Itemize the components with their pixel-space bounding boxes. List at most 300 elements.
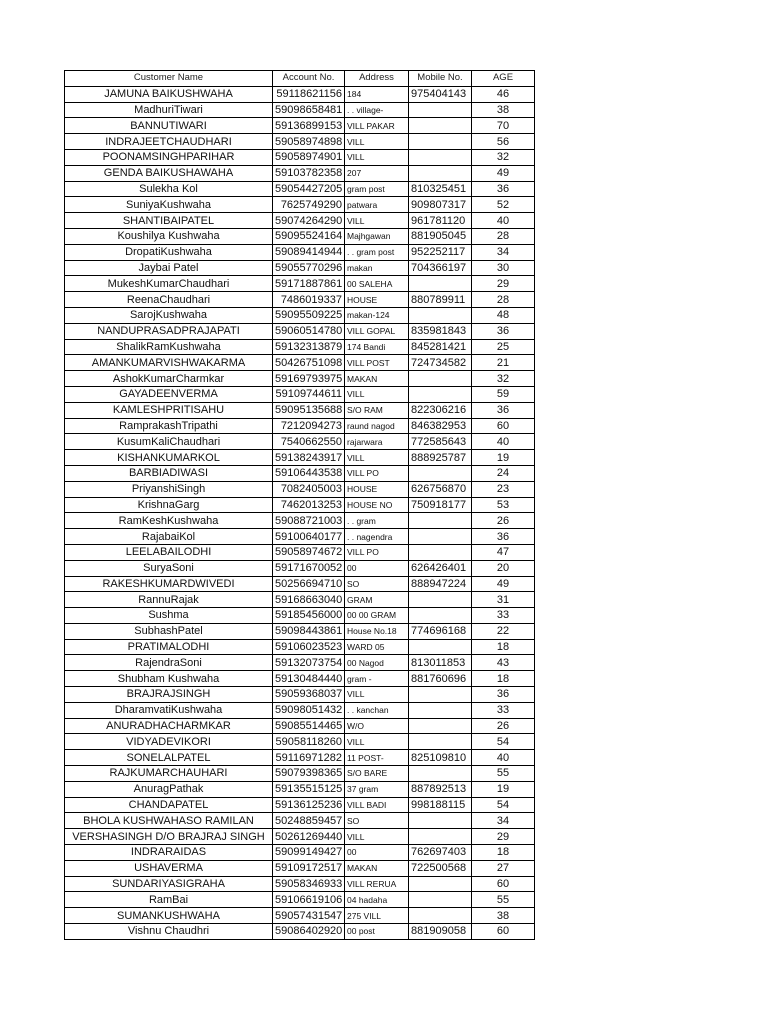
header-mobile-no: Mobile No. [409, 71, 472, 87]
account-no-cell: 59171887861 [273, 276, 345, 292]
account-no-cell: 59106443538 [273, 465, 345, 481]
customer-name-cell: GAYADEENVERMA [65, 386, 273, 402]
address-cell: 207 [345, 165, 409, 181]
header-account-no: Account No. [273, 71, 345, 87]
customer-name-cell: SubhashPatel [65, 623, 273, 639]
mobile-no-cell [409, 513, 472, 529]
address-cell: MAKAN [345, 860, 409, 876]
mobile-no-cell [409, 276, 472, 292]
age-cell: 28 [472, 228, 535, 244]
age-cell: 34 [472, 244, 535, 260]
age-cell: 52 [472, 197, 535, 213]
table-row [65, 292, 535, 308]
mobile-no-cell: 762697403 [409, 845, 472, 861]
account-no-cell: 7212094273 [273, 418, 345, 434]
table-row [65, 671, 535, 687]
customer-name-cell: DropatiKushwaha [65, 244, 273, 260]
mobile-no-cell [409, 118, 472, 134]
customer-name-cell: AMANKUMARVISHWAKARMA [65, 355, 273, 371]
customer-name-cell: CHANDAPATEL [65, 797, 273, 813]
table-row [65, 892, 535, 908]
account-no-cell: 59058974901 [273, 149, 345, 165]
age-cell: 55 [472, 892, 535, 908]
age-cell: 48 [472, 307, 535, 323]
age-cell: 38 [472, 102, 535, 118]
customer-name-cell: ReenaChaudhari [65, 292, 273, 308]
customer-name-cell: KISHANKUMARKOL [65, 450, 273, 466]
customer-table [64, 70, 535, 940]
account-no-cell: 59074264290 [273, 213, 345, 229]
table-row [65, 181, 535, 197]
address-cell: 00 post [345, 924, 409, 940]
customer-name-cell: SuniyaKushwaha [65, 197, 273, 213]
mobile-no-cell: 845281421 [409, 339, 472, 355]
table-row [65, 434, 535, 450]
age-cell: 32 [472, 149, 535, 165]
mobile-no-cell: 825109810 [409, 750, 472, 766]
account-no-cell: 59171670052 [273, 560, 345, 576]
customer-name-cell: KAMLESHPRITISAHU [65, 402, 273, 418]
account-no-cell: 50261269440 [273, 829, 345, 845]
customer-name-cell: BARBIADIWASI [65, 465, 273, 481]
mobile-no-cell: 961781120 [409, 213, 472, 229]
address-cell: gram - [345, 671, 409, 687]
table-row [65, 702, 535, 718]
address-cell: 04 hadaha [345, 892, 409, 908]
address-cell: raund nagod [345, 418, 409, 434]
mobile-no-cell: 626426401 [409, 560, 472, 576]
table-row [65, 718, 535, 734]
mobile-no-cell [409, 529, 472, 545]
customer-name-cell: BRAJRAJSINGH [65, 687, 273, 703]
table-row [65, 86, 535, 102]
account-no-cell: 59055770296 [273, 260, 345, 276]
age-cell: 30 [472, 260, 535, 276]
mobile-no-cell: 750918177 [409, 497, 472, 513]
table-row [65, 418, 535, 434]
address-cell: VILL [345, 386, 409, 402]
customer-name-cell: MadhuriTiwari [65, 102, 273, 118]
mobile-no-cell: 722500568 [409, 860, 472, 876]
customer-name-cell: RamprakashTripathi [65, 418, 273, 434]
age-cell: 56 [472, 134, 535, 150]
account-no-cell: 59130484440 [273, 671, 345, 687]
account-no-cell: 59185456000 [273, 608, 345, 624]
address-cell: SO [345, 576, 409, 592]
account-no-cell: 59095509225 [273, 307, 345, 323]
address-cell: gram post [345, 181, 409, 197]
address-cell: . . nagendra [345, 529, 409, 545]
account-no-cell: 59100640177 [273, 529, 345, 545]
table-row [65, 276, 535, 292]
address-cell: WARD 05 [345, 639, 409, 655]
age-cell: 40 [472, 434, 535, 450]
mobile-no-cell [409, 876, 472, 892]
customer-name-cell: PRATIMALODHI [65, 639, 273, 655]
customer-name-cell: RAJKUMARCHAUHARI [65, 766, 273, 782]
address-cell: VILL [345, 734, 409, 750]
address-cell: . . kanchan [345, 702, 409, 718]
age-cell: 47 [472, 544, 535, 560]
customer-name-cell: RamBai [65, 892, 273, 908]
customer-name-cell: SHANTIBAIPATEL [65, 213, 273, 229]
address-cell: 11 POST- [345, 750, 409, 766]
account-no-cell: 7082405003 [273, 481, 345, 497]
table-row [65, 102, 535, 118]
mobile-no-cell [409, 734, 472, 750]
customer-name-cell: Jaybai Patel [65, 260, 273, 276]
mobile-no-cell: 772585643 [409, 434, 472, 450]
age-cell: 38 [472, 908, 535, 924]
mobile-no-cell: 881905045 [409, 228, 472, 244]
mobile-no-cell [409, 892, 472, 908]
address-cell: MAKAN [345, 371, 409, 387]
table-row [65, 623, 535, 639]
table-row [65, 576, 535, 592]
age-cell: 29 [472, 829, 535, 845]
account-no-cell: 59169793975 [273, 371, 345, 387]
account-no-cell: 59103782358 [273, 165, 345, 181]
table-row [65, 355, 535, 371]
account-no-cell: 59109744611 [273, 386, 345, 402]
account-no-cell: 59058974672 [273, 544, 345, 560]
account-no-cell: 59168663040 [273, 592, 345, 608]
age-cell: 21 [472, 355, 535, 371]
table-row [65, 734, 535, 750]
address-cell: HOUSE [345, 292, 409, 308]
age-cell: 19 [472, 450, 535, 466]
account-no-cell: 59058974898 [273, 134, 345, 150]
customer-name-cell: ANURADHACHARMKAR [65, 718, 273, 734]
address-cell: 37 gram [345, 781, 409, 797]
age-cell: 53 [472, 497, 535, 513]
table-row [65, 481, 535, 497]
mobile-no-cell: 909807317 [409, 197, 472, 213]
table-row [65, 465, 535, 481]
age-cell: 49 [472, 165, 535, 181]
account-no-cell: 50426751098 [273, 355, 345, 371]
table-row [65, 134, 535, 150]
table-row [65, 797, 535, 813]
account-no-cell: 59089414944 [273, 244, 345, 260]
table-row [65, 450, 535, 466]
mobile-no-cell: 724734582 [409, 355, 472, 371]
customer-name-cell: BHOLA KUSHWAHASO RAMILAN [65, 813, 273, 829]
age-cell: 59 [472, 386, 535, 402]
account-no-cell: 59085514465 [273, 718, 345, 734]
account-no-cell: 59079398365 [273, 766, 345, 782]
table-row [65, 386, 535, 402]
table-row [65, 639, 535, 655]
mobile-no-cell: 835981843 [409, 323, 472, 339]
mobile-no-cell: 998188115 [409, 797, 472, 813]
age-cell: 20 [472, 560, 535, 576]
age-cell: 24 [472, 465, 535, 481]
customer-name-cell: BANNUTIWARI [65, 118, 273, 134]
address-cell: S/O BARE [345, 766, 409, 782]
account-no-cell: 59098051432 [273, 702, 345, 718]
mobile-no-cell: 810325451 [409, 181, 472, 197]
customer-name-cell: DharamvatiKushwaha [65, 702, 273, 718]
customer-name-cell: AshokKumarCharmkar [65, 371, 273, 387]
address-cell: VILL [345, 134, 409, 150]
customer-name-cell: USHAVERMA [65, 860, 273, 876]
address-cell: 00 [345, 845, 409, 861]
table-row [65, 560, 535, 576]
customer-sheet [64, 70, 534, 940]
customer-name-cell: KrishnaGarg [65, 497, 273, 513]
table-row [65, 860, 535, 876]
address-cell: HOUSE [345, 481, 409, 497]
address-cell: W/O [345, 718, 409, 734]
age-cell: 26 [472, 513, 535, 529]
account-no-cell: 7540662550 [273, 434, 345, 450]
address-cell: 00 [345, 560, 409, 576]
mobile-no-cell: 704366197 [409, 260, 472, 276]
mobile-no-cell [409, 702, 472, 718]
address-cell: 174 Bandi [345, 339, 409, 355]
mobile-no-cell: 881909058 [409, 924, 472, 940]
account-no-cell: 59098658481 [273, 102, 345, 118]
mobile-no-cell: 888947224 [409, 576, 472, 592]
table-row [65, 592, 535, 608]
age-cell: 36 [472, 181, 535, 197]
mobile-no-cell [409, 813, 472, 829]
age-cell: 55 [472, 766, 535, 782]
account-no-cell: 7486019337 [273, 292, 345, 308]
customer-name-cell: PriyanshiSingh [65, 481, 273, 497]
account-no-cell: 59057431547 [273, 908, 345, 924]
table-row [65, 228, 535, 244]
account-no-cell: 50248859457 [273, 813, 345, 829]
account-no-cell: 59135515125 [273, 781, 345, 797]
account-no-cell: 59054427205 [273, 181, 345, 197]
address-cell: patwara [345, 197, 409, 213]
mobile-no-cell [409, 766, 472, 782]
age-cell: 31 [472, 592, 535, 608]
age-cell: 43 [472, 655, 535, 671]
table-row [65, 781, 535, 797]
age-cell: 23 [472, 481, 535, 497]
mobile-no-cell: 880789911 [409, 292, 472, 308]
address-cell: VILL RERUA [345, 876, 409, 892]
address-cell: VILL [345, 687, 409, 703]
table-row [65, 513, 535, 529]
customer-name-cell: RajabaiKol [65, 529, 273, 545]
customer-name-cell: GENDA BAIKUSHAWAHA [65, 165, 273, 181]
header-row [65, 71, 535, 87]
mobile-no-cell [409, 908, 472, 924]
customer-name-cell: Sushma [65, 608, 273, 624]
account-no-cell: 59132313879 [273, 339, 345, 355]
table-row [65, 924, 535, 940]
table-row [65, 908, 535, 924]
table-row [65, 876, 535, 892]
age-cell: 27 [472, 860, 535, 876]
mobile-no-cell [409, 639, 472, 655]
mobile-no-cell [409, 149, 472, 165]
age-cell: 18 [472, 845, 535, 861]
mobile-no-cell: 888925787 [409, 450, 472, 466]
age-cell: 29 [472, 276, 535, 292]
age-cell: 28 [472, 292, 535, 308]
mobile-no-cell [409, 718, 472, 734]
mobile-no-cell [409, 544, 472, 560]
table-row [65, 165, 535, 181]
address-cell: VILL [345, 829, 409, 845]
customer-name-cell: SarojKushwaha [65, 307, 273, 323]
mobile-no-cell [409, 687, 472, 703]
customer-name-cell: SONELALPATEL [65, 750, 273, 766]
customer-name-cell: KusumKaliChaudhari [65, 434, 273, 450]
table-row [65, 307, 535, 323]
account-no-cell: 50256694710 [273, 576, 345, 592]
account-no-cell: 59116971282 [273, 750, 345, 766]
mobile-no-cell: 626756870 [409, 481, 472, 497]
table-row [65, 244, 535, 260]
mobile-no-cell [409, 134, 472, 150]
customer-name-cell: SuryaSoni [65, 560, 273, 576]
account-no-cell: 59060514780 [273, 323, 345, 339]
address-cell: HOUSE NO [345, 497, 409, 513]
account-no-cell: 59086402920 [273, 924, 345, 940]
account-no-cell: 7625749290 [273, 197, 345, 213]
age-cell: 54 [472, 734, 535, 750]
address-cell: 00 00 GRAM [345, 608, 409, 624]
customer-name-cell: INDRAJEETCHAUDHARI [65, 134, 273, 150]
age-cell: 49 [472, 576, 535, 592]
account-no-cell: 59136899153 [273, 118, 345, 134]
table-row [65, 197, 535, 213]
customer-name-cell: LEELABAILODHI [65, 544, 273, 560]
account-no-cell: 59118621156 [273, 86, 345, 102]
table-row [65, 655, 535, 671]
table-row [65, 497, 535, 513]
address-cell: Majhgawan [345, 228, 409, 244]
table-body [65, 86, 535, 939]
customer-name-cell: INDRARAIDAS [65, 845, 273, 861]
age-cell: 60 [472, 924, 535, 940]
table-row [65, 687, 535, 703]
address-cell: VILL PO [345, 544, 409, 560]
address-cell: . . gram post [345, 244, 409, 260]
table-row [65, 260, 535, 276]
address-cell: 184 [345, 86, 409, 102]
customer-name-cell: RAKESHKUMARDWIVEDI [65, 576, 273, 592]
address-cell: SO [345, 813, 409, 829]
header-address: Address [345, 71, 409, 87]
age-cell: 36 [472, 402, 535, 418]
mobile-no-cell [409, 165, 472, 181]
table-row [65, 118, 535, 134]
address-cell: VILL BADI [345, 797, 409, 813]
mobile-no-cell: 846382953 [409, 418, 472, 434]
customer-name-cell: VIDYADEVIKORI [65, 734, 273, 750]
account-no-cell: 59059368037 [273, 687, 345, 703]
customer-name-cell: Shubham Kushwaha [65, 671, 273, 687]
mobile-no-cell: 813011853 [409, 655, 472, 671]
age-cell: 40 [472, 213, 535, 229]
mobile-no-cell [409, 829, 472, 845]
mobile-no-cell: 887892513 [409, 781, 472, 797]
customer-name-cell: VERSHASINGH D/O BRAJRAJ SINGH [65, 829, 273, 845]
age-cell: 54 [472, 797, 535, 813]
age-cell: 22 [472, 623, 535, 639]
mobile-no-cell: 822306216 [409, 402, 472, 418]
account-no-cell: 59106023523 [273, 639, 345, 655]
address-cell: S/O RAM [345, 402, 409, 418]
table-row [65, 371, 535, 387]
account-no-cell: 59095135688 [273, 402, 345, 418]
mobile-no-cell [409, 102, 472, 118]
mobile-no-cell [409, 592, 472, 608]
age-cell: 18 [472, 671, 535, 687]
customer-name-cell: ShalikRamKushwaha [65, 339, 273, 355]
address-cell: 00 SALEHA [345, 276, 409, 292]
customer-name-cell: Vishnu Chaudhri [65, 924, 273, 940]
mobile-no-cell [409, 608, 472, 624]
account-no-cell: 59109172517 [273, 860, 345, 876]
account-no-cell: 59138243917 [273, 450, 345, 466]
address-cell: . . gram [345, 513, 409, 529]
age-cell: 32 [472, 371, 535, 387]
age-cell: 34 [472, 813, 535, 829]
age-cell: 26 [472, 718, 535, 734]
address-cell: rajarwara [345, 434, 409, 450]
age-cell: 33 [472, 608, 535, 624]
address-cell: VILL PAKAR [345, 118, 409, 134]
table-row [65, 402, 535, 418]
mobile-no-cell [409, 371, 472, 387]
account-no-cell: 59088721003 [273, 513, 345, 529]
mobile-no-cell: 975404143 [409, 86, 472, 102]
address-cell: VILL POST [345, 355, 409, 371]
header-customer-name: Customer Name [65, 71, 273, 87]
table-row [65, 845, 535, 861]
customer-name-cell: MukeshKumarChaudhari [65, 276, 273, 292]
address-cell: VILL [345, 450, 409, 466]
customer-name-cell: RannuRajak [65, 592, 273, 608]
account-no-cell: 59095524164 [273, 228, 345, 244]
mobile-no-cell: 881760696 [409, 671, 472, 687]
customer-name-cell: RamKeshKushwaha [65, 513, 273, 529]
table-row [65, 829, 535, 845]
table-row [65, 339, 535, 355]
age-cell: 40 [472, 750, 535, 766]
age-cell: 60 [472, 418, 535, 434]
age-cell: 46 [472, 86, 535, 102]
customer-name-cell: Sulekha Kol [65, 181, 273, 197]
age-cell: 19 [472, 781, 535, 797]
account-no-cell: 59099149427 [273, 845, 345, 861]
address-cell: 00 Nagod [345, 655, 409, 671]
address-cell: House No.18 [345, 623, 409, 639]
address-cell: makan-124 [345, 307, 409, 323]
mobile-no-cell [409, 307, 472, 323]
age-cell: 18 [472, 639, 535, 655]
address-cell: VILL [345, 213, 409, 229]
customer-name-cell: JAMUNA BAIKUSHWAHA [65, 86, 273, 102]
account-no-cell: 59132073754 [273, 655, 345, 671]
age-cell: 36 [472, 323, 535, 339]
age-cell: 36 [472, 529, 535, 545]
table-row [65, 529, 535, 545]
age-cell: 25 [472, 339, 535, 355]
address-cell: . . village- [345, 102, 409, 118]
age-cell: 33 [472, 702, 535, 718]
account-no-cell: 7462013253 [273, 497, 345, 513]
address-cell: VILL GOPAL [345, 323, 409, 339]
